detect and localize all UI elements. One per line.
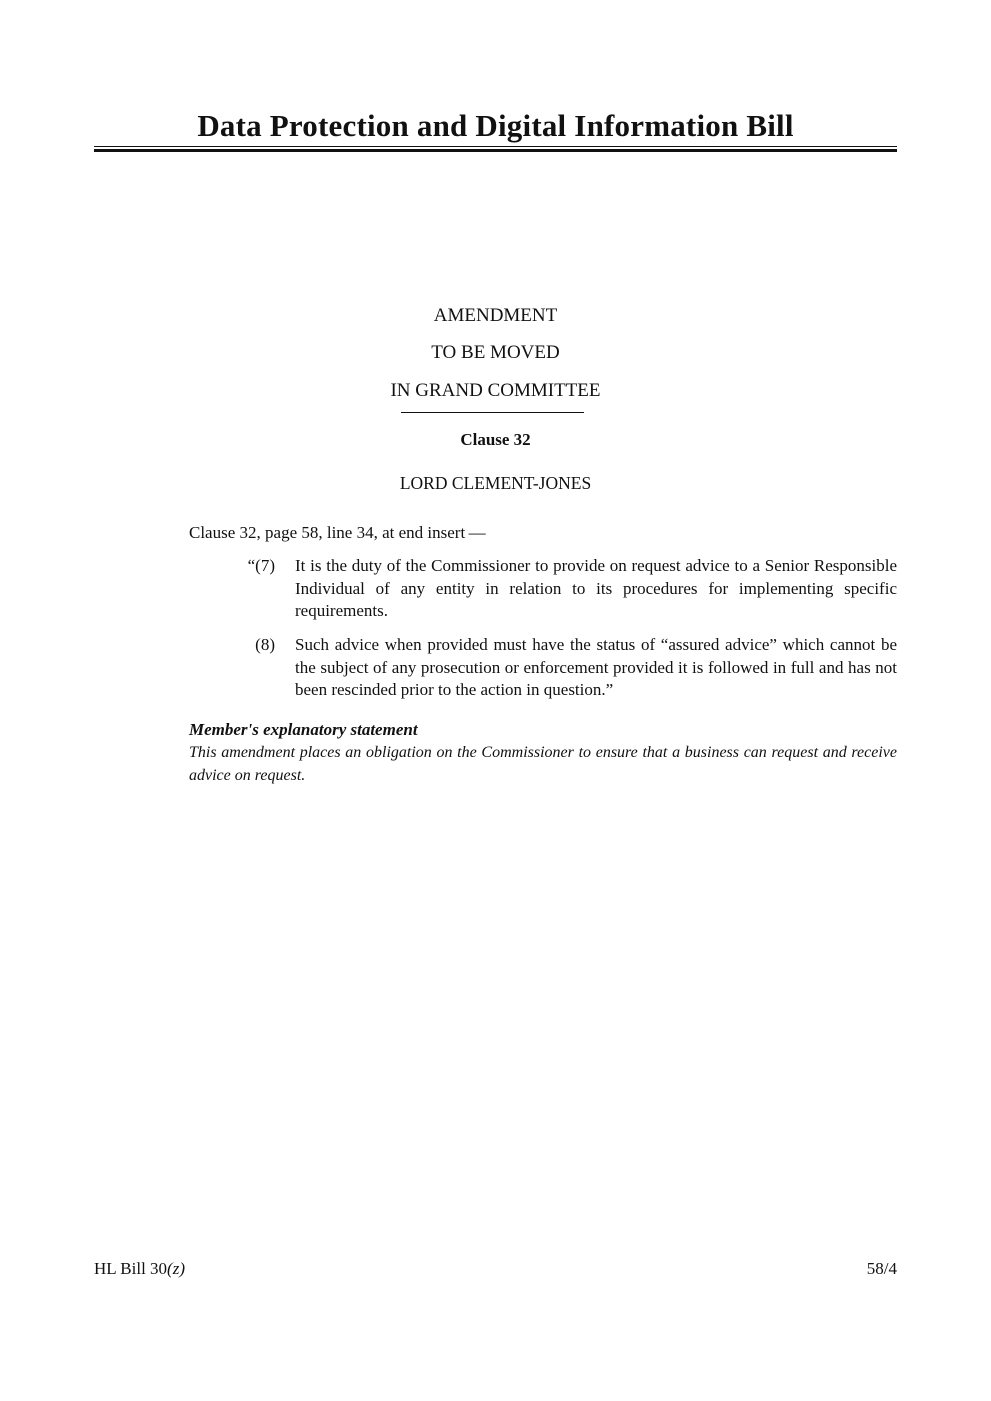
committee-stage-heading: IN GRAND COMMITTEE <box>390 380 601 401</box>
title-rule-thin <box>94 146 897 147</box>
paragraph-number: “(7) <box>247 556 275 575</box>
explanatory-statement-heading: Member's explanatory statement <box>189 720 418 739</box>
bill-reference-suffix: (z) <box>167 1259 185 1278</box>
explanatory-statement-text: This amendment places an obligation on the Commissioner to ensure that a business can request and receive advice on request. <box>189 744 897 784</box>
title-rule-thick <box>94 149 897 152</box>
heading-divider <box>401 412 584 413</box>
page-reference: 58/4 <box>866 1259 897 1278</box>
amendment-lead-in: Clause 32, page 58, line 34, at end insert — <box>189 523 486 542</box>
bill-title: Data Protection and Digital Information Bill <box>197 108 794 143</box>
paragraph-number: (8) <box>255 635 275 654</box>
clause-heading: Clause 32 <box>460 430 531 449</box>
paragraph-text: It is the duty of the Commissioner to provide on request advice to a Senior Responsible Individual of any entity in relation to its procedures for implementing specific requirements. <box>295 556 897 620</box>
amendment-paragraph <box>189 555 897 623</box>
bill-reference <box>94 1258 185 1280</box>
amendment-paragraph <box>189 634 897 702</box>
member-name: LORD CLEMENT-JONES <box>399 473 592 493</box>
amendment-heading: AMENDMENT <box>433 305 558 326</box>
bill-reference-main: HL Bill 30 <box>94 1259 168 1278</box>
to-be-moved-heading: TO BE MOVED <box>431 342 560 363</box>
paragraph-text: Such advice when provided must have the status of “assured advice” which cannot be the subject of any prosecution or enforcement provided it is followed in full and has not been rescinded prior to the action in question.” <box>295 635 897 699</box>
